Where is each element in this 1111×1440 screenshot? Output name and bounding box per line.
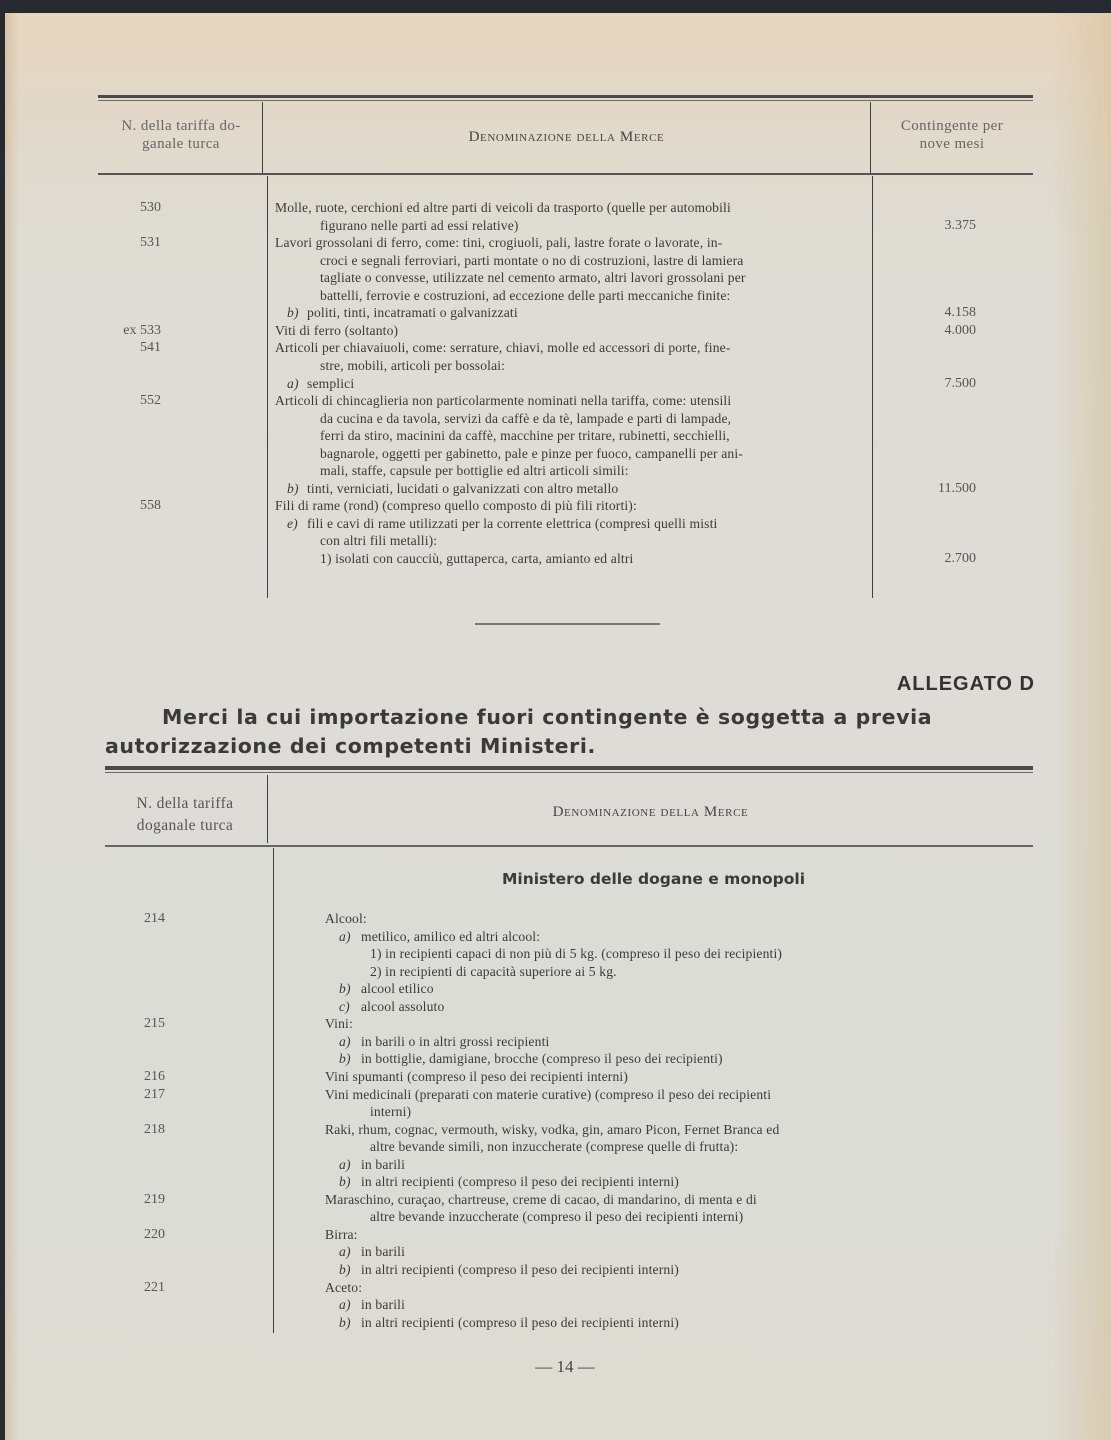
item-description: Articoli di chincaglieria non particolarmente nominati nella tariffa, come: utensili	[275, 393, 732, 409]
annex-title-line2: autorizzazione dei competenti Ministeri.	[105, 734, 596, 758]
item-letter: b)	[287, 480, 299, 496]
item-description: alcool etilico	[361, 981, 434, 997]
header-text: Contingente per	[900, 118, 1004, 134]
item-description: metilico, amilico ed altri alcool:	[361, 928, 541, 944]
item-description: alcool assoluto	[361, 998, 445, 1014]
quota-value: 11.500	[938, 480, 976, 496]
item-description: in altri recipienti (compreso il peso dei recipienti interni)	[361, 1314, 679, 1330]
header-text: ganale turca	[142, 136, 220, 152]
header-bottom-rule	[98, 173, 1033, 175]
tariff-number: 221	[144, 1279, 165, 1295]
item-description: 2) in recipienti di capacità superiore ai 5 kg.	[370, 963, 617, 979]
item-description: con altri fili metalli):	[320, 533, 438, 549]
item-letter: a)	[339, 928, 351, 944]
item-description: Aceto:	[325, 1279, 363, 1295]
item-description: politi, tinti, incatramati o galvanizzati	[307, 305, 518, 321]
annex-label: ALLEGATO D	[896, 673, 1035, 695]
quota-value: 3.375	[944, 217, 976, 233]
item-description: in altri recipienti (compreso il peso dei recipienti interni)	[361, 1174, 679, 1190]
quota-value: 4.000	[944, 322, 976, 338]
column-divider	[872, 176, 873, 598]
item-description: in barili o in altri grossi recipienti	[361, 1033, 550, 1049]
page-number: — 14 —	[535, 1357, 595, 1376]
item-description: Molle, ruote, cerchioni ed altre parti di veicoli da trasporto (quelle per automobili	[275, 200, 731, 215]
tariff-number: 218	[144, 1121, 165, 1137]
header-goods-description: Denominazione della Merce	[468, 129, 665, 145]
item-description: interni)	[370, 1104, 412, 1120]
header-bottom-rule	[105, 845, 1033, 847]
item-description: altre bevande simili, non inzuccherate (comprese quelle di frutta):	[370, 1139, 739, 1155]
section-title-ministry: Ministero delle dogane e monopoli	[501, 870, 806, 888]
item-description: Articoli per chiavaiuoli, come: serrature, chiavi, molle ed accessori di porte, fine-	[275, 340, 731, 356]
item-letter: b)	[287, 305, 299, 321]
tariff-number: 214	[144, 911, 165, 926]
item-description: battelli, ferrovie e costruzioni, ad eccezione delle parti meccaniche finite:	[320, 287, 731, 303]
item-description: in bottiglie, damigiane, brocche (compreso il peso dei recipienti)	[361, 1051, 723, 1067]
item-description: tinti, verniciati, lucidati o galvanizzati con altro metallo	[307, 480, 619, 496]
item-description: da cucina e da tavola, servizi da caffè e da tè, lampade e parti di lampade,	[320, 410, 732, 426]
item-description: Alcool:	[325, 911, 367, 926]
column-divider	[267, 176, 268, 598]
document-page	[5, 13, 1111, 1440]
item-description: Raki, rhum, cognac, vermouth, wisky, vodka, gin, amaro Picon, Fernet Branca ed	[325, 1121, 780, 1137]
header-text: N. della tariffa do-	[121, 118, 241, 134]
header-quota	[871, 117, 1033, 153]
quota-value: 4.158	[944, 305, 976, 321]
item-description: Lavori grossolani di ferro, come: tini, crogiuoli, pali, lastre forate o lavorate, in-	[275, 235, 723, 251]
tariff-number: 216	[144, 1068, 165, 1084]
item-letter: b)	[339, 1174, 351, 1190]
annex-title-line1: Merci la cui importazione fuori contingente è soggetta a previa	[162, 705, 933, 729]
item-description: Vini medicinali (preparati con materie curative) (compreso il peso dei recipienti	[325, 1086, 772, 1102]
tariff-number: 215	[144, 1016, 165, 1032]
table-top-rule	[105, 766, 1033, 770]
table-top-rule-thin	[98, 100, 1033, 101]
item-description: in barili	[361, 1297, 406, 1313]
header-tariff-number	[101, 117, 261, 153]
item-description: in barili	[361, 1156, 406, 1172]
item-letter: a)	[339, 1033, 351, 1049]
quota-value: 2.700	[944, 551, 976, 566]
item-description: 1) in recipienti capaci di non più di 5 kg. (compreso il peso dei recipienti)	[370, 946, 783, 962]
item-letter: e)	[287, 515, 298, 531]
header-goods-description: Denominazione della Merce	[552, 804, 749, 820]
item-description: altre bevande inzuccherate (compreso il peso dei recipienti interni)	[370, 1209, 744, 1225]
item-description: Birra:	[325, 1226, 358, 1242]
item-description: croci e segnali ferroviari, parti montate o no di costruzioni, lastre di lamiera	[320, 252, 744, 268]
item-letter: a)	[339, 1244, 351, 1260]
tariff-number: 552	[140, 393, 161, 409]
item-description: Viti di ferro (soltanto)	[275, 322, 399, 338]
tariff-number: 220	[144, 1226, 165, 1242]
item-letter: b)	[339, 981, 351, 997]
item-letter: b)	[339, 1314, 351, 1330]
header-tariff-number	[105, 793, 265, 837]
tariff-number: ex 533	[123, 322, 161, 338]
tariff-number: 217	[144, 1086, 165, 1102]
item-description: 1) isolati con caucciù, guttaperca, carta, amianto ed altri	[320, 551, 634, 566]
tariff-number: 530	[140, 200, 161, 215]
quota-value: 7.500	[944, 375, 976, 391]
header-text: doganale turca	[136, 817, 234, 834]
item-letter: b)	[339, 1051, 351, 1067]
item-description: mali, staffe, capsule per bottiglie ed altri articoli simili:	[320, 463, 629, 479]
item-description: Fili di rame (rond) (compreso quello composto di più fili ritorti):	[275, 498, 637, 514]
tariff-number: 558	[140, 498, 161, 514]
table-top-rule-thin	[105, 772, 1033, 773]
item-description: bagnarole, oggetti per gabinetto, pale e pinze per fuoco, campanelli per ani-	[320, 445, 743, 461]
item-description: Maraschino, curaçao, chartreuse, creme di cacao, di mandarino, di menta e di	[325, 1191, 757, 1207]
item-letter: b)	[339, 1262, 351, 1277]
item-description: semplici	[307, 375, 355, 391]
tariff-number: 219	[144, 1191, 165, 1207]
item-description: Vini spumanti (compreso il peso dei recipienti interni)	[325, 1068, 629, 1084]
item-description: Vini:	[325, 1016, 353, 1032]
item-description: figurano nelle parti ad essi relative)	[320, 217, 519, 233]
item-description: in altri recipienti (compreso il peso dei recipienti interni)	[361, 1262, 679, 1277]
table-top-rule	[98, 95, 1033, 98]
item-description: in barili	[361, 1244, 406, 1260]
column-divider	[273, 848, 274, 1333]
item-description: tagliate o convesse, utilizzate nel cemento armato, altri lavori grossolani per	[320, 270, 746, 286]
item-description: stre, mobili, articoli per bossolai:	[320, 357, 506, 373]
section-separator	[475, 623, 660, 625]
item-letter: a)	[287, 375, 299, 391]
item-description: fili e cavi di rame utilizzati per la corrente elettrica (compresi quelli misti	[307, 515, 718, 531]
item-letter: a)	[339, 1156, 351, 1172]
item-letter: c)	[339, 998, 350, 1014]
tariff-number: 531	[140, 235, 161, 251]
item-description: ferri da stiro, macinini da caffè, macchine per tritare, rubinetti, secchielli,	[320, 428, 730, 444]
header-text: N. della tariffa	[136, 795, 234, 812]
item-letter: a)	[339, 1297, 351, 1313]
tariff-number: 541	[140, 340, 161, 356]
header-text: nove mesi	[919, 136, 985, 152]
